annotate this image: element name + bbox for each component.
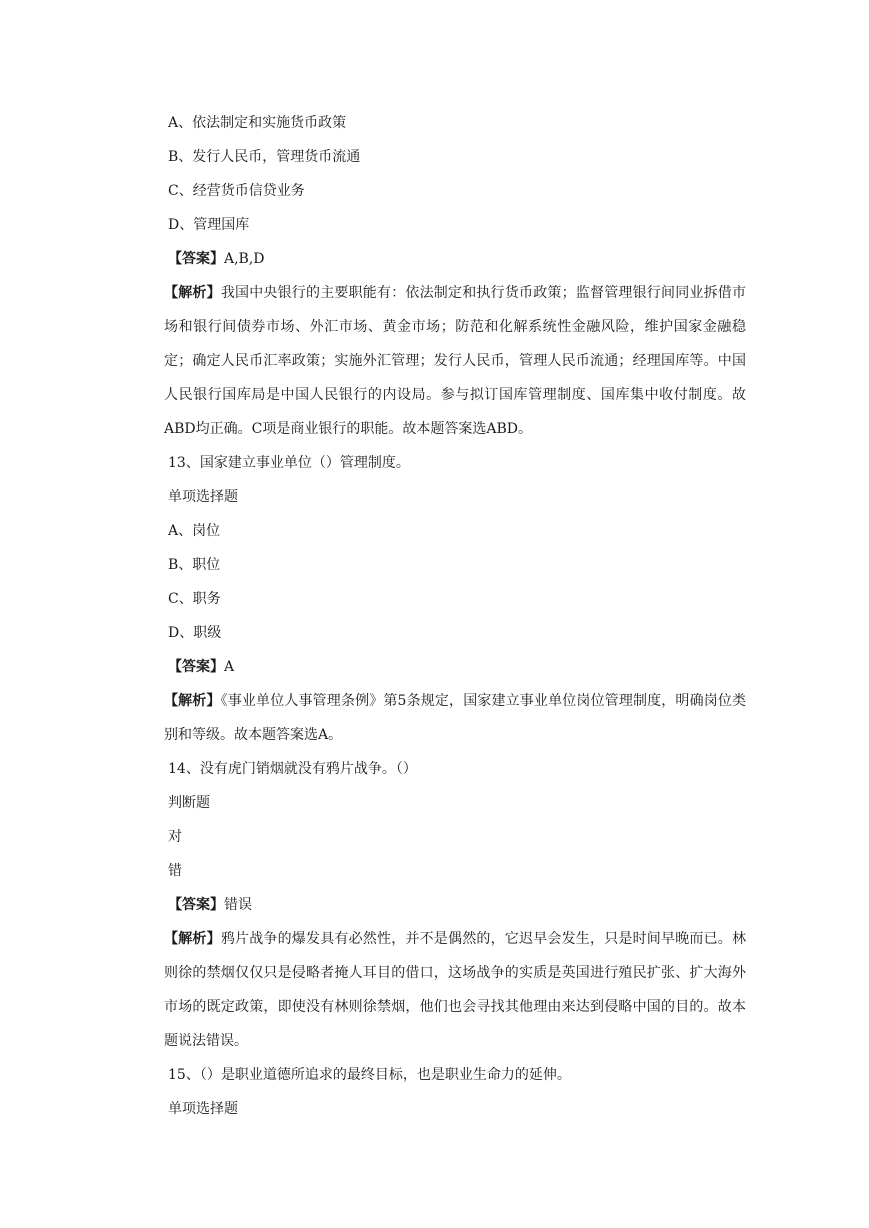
q12-option-b: B、发行人民币，管理货币流通 [168, 149, 361, 165]
q12-analysis [164, 276, 746, 446]
q14-question: 14、没有虎门销烟就没有鸦片战争。（） [168, 761, 417, 777]
q13-type: 单项选择题 [168, 489, 238, 505]
analysis-tag: 【解析】 [164, 285, 221, 301]
q12-option-a: A、依法制定和实施货币政策 [168, 115, 347, 131]
q13-option-a: A、岗位 [168, 523, 221, 539]
q13-option-c: C、职务 [168, 591, 221, 607]
q12-option-d: D、管理国库 [168, 217, 250, 233]
document-content [164, 106, 747, 1126]
answer-value: A [224, 659, 235, 675]
q13-option-d: D、职级 [168, 625, 222, 641]
analysis-tag: 【解析】 [164, 931, 221, 947]
analysis-text: 我国中央银行的主要职能有：依法制定和执行货币政策；监督管理银行间同业拆借市场和银行间债券市场、外汇市场、黄金市场；防范和化解系统性金融风险，维护国家金融稳定；确定人民币汇率政策；实施外汇管理；发行人民币，管理人民币流通；经理国库等。中国人民银行国库局是中国人民银行的内设局。参与拟订国库管理制度、国库集中收付制度。故ABD均正确。C项是商业银行的职能。故本题答案选ABD。 [164, 285, 747, 437]
analysis-text: 鸦片战争的爆发具有必然性，并不是偶然的，它迟早会发生，只是时间早晚而已。林则徐的禁烟仅仅只是侵略者掩人耳目的借口，这场战争的实质是英国进行殖民扩张、扩大海外市场的既定政策，即使没有林则徐禁烟，他们也会寻找其他理由来达到侵略中国的目的。故本题说法错误。 [164, 931, 747, 1049]
q12-answer [168, 242, 738, 276]
answer-tag: 【答案】 [168, 251, 224, 267]
answer-tag: 【答案】 [168, 897, 224, 913]
answer-value: 错误 [224, 897, 252, 913]
q15-question: 15、（）是职业道德所追求的最终目标，也是职业生命力的延伸。 [168, 1067, 571, 1083]
q14-analysis [164, 922, 746, 1058]
analysis-text: 《事业单位人事管理条例》第5条规定，国家建立事业单位岗位管理制度，明确岗位类别和等级。故本题答案选A。 [164, 693, 747, 743]
answer-tag: 【答案】 [168, 659, 224, 675]
q13-question: 13、国家建立事业单位（）管理制度。 [168, 455, 410, 471]
q14-type: 判断题 [168, 795, 210, 811]
q13-answer [168, 650, 738, 684]
q14-answer [168, 888, 738, 922]
analysis-tag: 【解析】 [164, 693, 221, 709]
q12-option-c: C、经营货币信贷业务 [168, 183, 305, 199]
q14-option-true: 对 [168, 829, 182, 845]
q15-type: 单项选择题 [168, 1101, 238, 1117]
answer-value: A,B,D [224, 251, 265, 267]
q14-option-false: 错 [168, 863, 182, 879]
q13-option-b: B、职位 [168, 557, 221, 573]
q13-analysis [164, 684, 746, 752]
